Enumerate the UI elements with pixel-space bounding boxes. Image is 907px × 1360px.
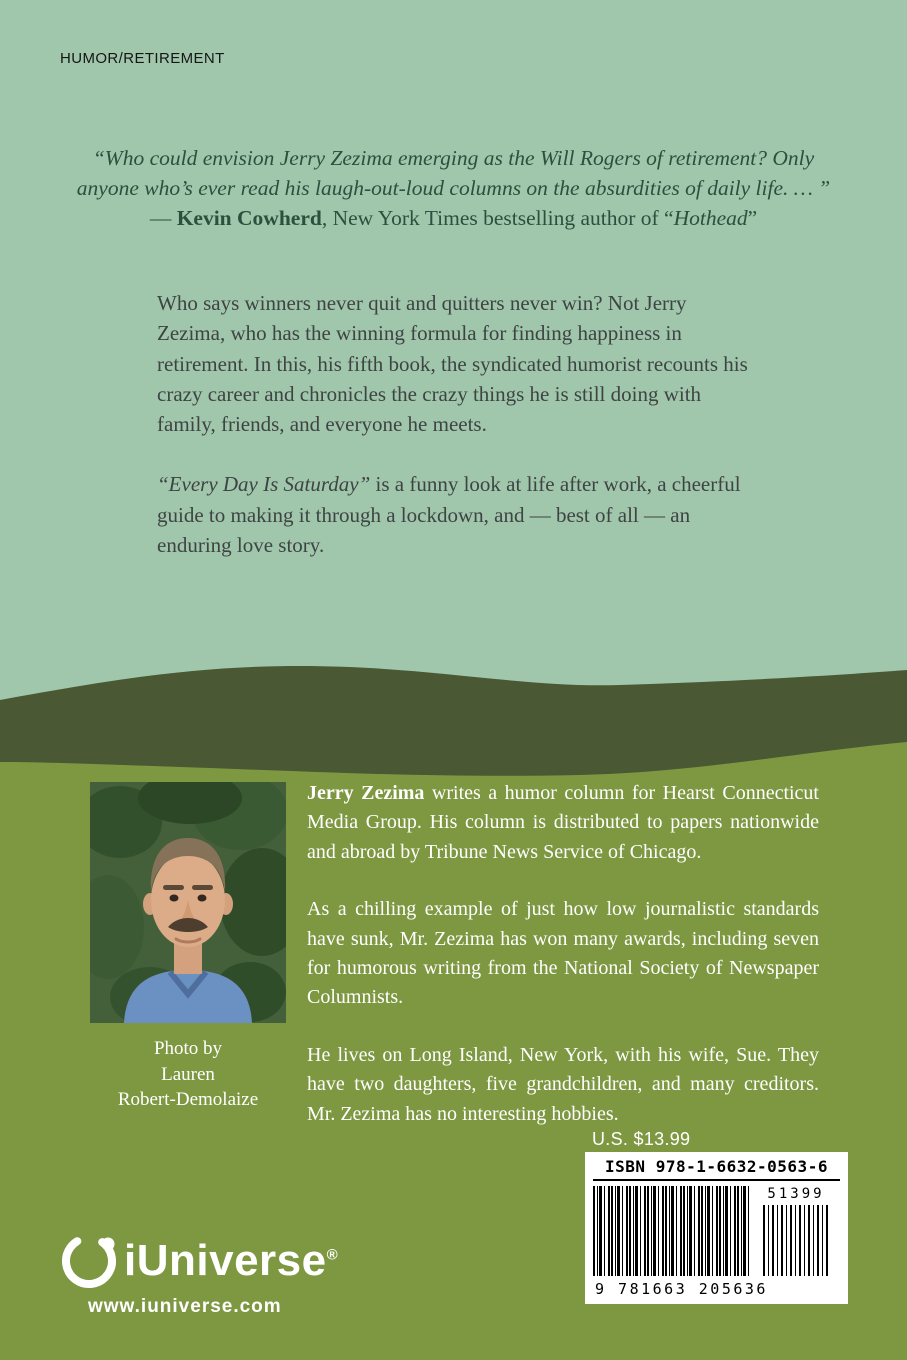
wave-divider xyxy=(0,630,907,800)
attribution-close-quote: ” xyxy=(747,206,758,230)
quote-line-1: “Who could envision Jerry Zezima emerging as the Will Rogers of retirement? Only xyxy=(92,146,815,170)
barcode-digits: 9 781663 205636 xyxy=(595,1280,768,1298)
attribution-name: Kevin Cowherd xyxy=(176,206,322,230)
bio-paragraph-1 xyxy=(307,779,819,867)
price: U.S. $13.99 xyxy=(592,1129,691,1149)
isbn-divider xyxy=(593,1179,840,1181)
publisher-logo xyxy=(58,1230,338,1318)
review-quote xyxy=(60,143,847,233)
barcode xyxy=(585,1152,848,1304)
attribution-dash: — xyxy=(149,206,177,230)
barcode-addon-bars xyxy=(763,1205,829,1276)
registered-mark: ® xyxy=(326,1246,339,1264)
photo-credit xyxy=(74,1036,302,1113)
barcode-bars-row xyxy=(593,1186,840,1276)
author-photo xyxy=(90,782,286,1023)
synopsis-paragraph-1: Who says winners never quit and quitters never win? Not Jerry Zezima, who has the winning formula for finding happiness in retirement. In this, his fifth book, the syndicated humorist recounts his crazy career and chronicles the crazy things he is still doing with family, friends, and everyone he meets. xyxy=(157,291,748,437)
publisher-name xyxy=(124,1236,339,1285)
barcode-bars xyxy=(593,1186,751,1276)
photo-credit-line-3: Robert-Demolaize xyxy=(117,1089,259,1110)
publisher-wordmark xyxy=(58,1230,338,1292)
book-title-italic: “Every Day Is Saturday” xyxy=(157,472,371,497)
bio-paragraph-1-text: writes a humor column for Hearst Connecticut Media Group. His column is distributed to papers nationwide and abroad by Tribune News Service of Chicago. xyxy=(307,782,819,863)
attribution-book-title: Hothead xyxy=(673,206,748,230)
barcode-addon xyxy=(763,1186,829,1276)
quote-attribution xyxy=(60,203,847,233)
iuniverse-swirl-icon xyxy=(58,1230,120,1292)
isbn-text: ISBN 978-1-6632-0563-6 xyxy=(605,1157,828,1176)
synopsis xyxy=(157,288,757,590)
photo-credit-line-1: Photo by xyxy=(153,1038,223,1059)
author-name: Jerry Zezima xyxy=(307,782,425,804)
bio-paragraph-3: He lives on Long Island, New York, with his wife, Sue. They have two daughters, five grandchildren, and many creditors. Mr. Zezima has no interesting hobbies. xyxy=(307,1043,819,1125)
attribution-text: , New York Times bestselling author of “ xyxy=(321,206,674,230)
publisher-name-text: iUniverse xyxy=(124,1236,327,1285)
bio-paragraph-2: As a chilling example of just how low journalistic standards have sunk, Mr. Zezima has won many awards, including seven for humorous writing from the National Society of Newspaper Columnists. xyxy=(307,898,819,1009)
barcode-addon-digits: 51399 xyxy=(767,1186,825,1202)
synopsis-paragraph-2 xyxy=(157,469,757,560)
category-label: HUMOR/RETIREMENT xyxy=(60,50,225,67)
photo-credit-line-2: Lauren xyxy=(161,1063,215,1085)
synopsis-paragraph-2-text: is a funny look at life after work, a cheerful guide to making it through a lockdown, and — best of all — an enduring love story. xyxy=(157,472,741,558)
author-bio xyxy=(307,779,819,1157)
publisher-url: www.iuniverse.com xyxy=(88,1296,282,1317)
quote-line-2: anyone who’s ever read his laugh-out-loud columns on the absurdities of daily life. … ” xyxy=(76,176,831,200)
